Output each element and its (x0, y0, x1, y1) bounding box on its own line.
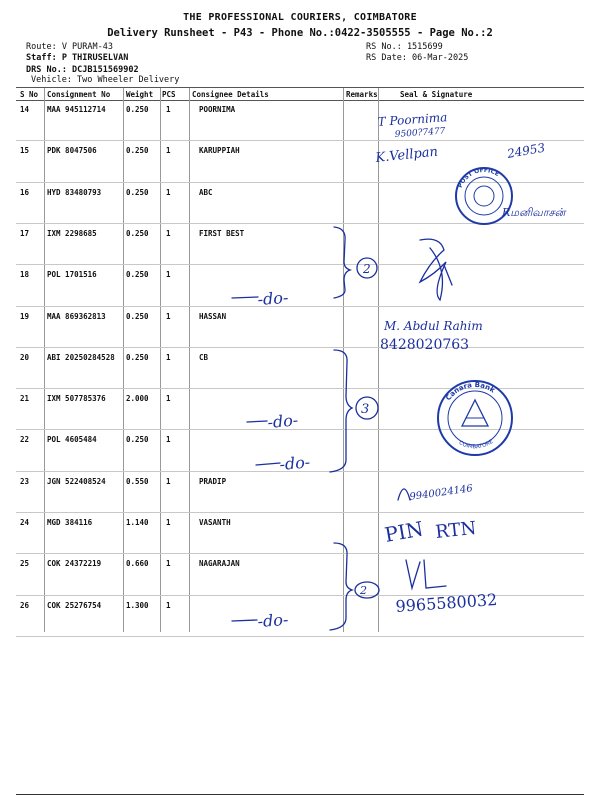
cell-consignee: HASSAN (199, 311, 227, 321)
cell-weight: 0.250 (126, 352, 149, 362)
cell-sno: 18 (20, 270, 30, 280)
hw-rtn: RTN (434, 517, 478, 543)
cell-consignment: ABI 20250284528 (47, 352, 115, 362)
cell-sno: 21 (20, 394, 30, 404)
cell-sno: 22 (20, 435, 30, 445)
rs-number: RS No.: 1515699 (366, 42, 443, 52)
cell-pcs: 1 (166, 600, 171, 610)
hw-pradip-number: 9940024146 (408, 483, 474, 503)
cell-sno: 23 (20, 476, 30, 486)
col-header-seal-signature: Seal & Signature (400, 90, 473, 99)
cell-weight: 1.300 (126, 600, 149, 610)
hw-count-3: 3 (361, 402, 370, 417)
canara-bank-stamp-text: Canara Bank (444, 380, 497, 403)
cell-consignment: POL 4605484 (47, 435, 97, 445)
cell-consignment: PDK 8047506 (47, 146, 97, 156)
route-label: Route: V PURAM-43 (26, 42, 113, 52)
cell-sno: 25 (20, 559, 30, 569)
hw-poornima-name: T Poornima (377, 110, 448, 129)
hw-pin: PIN (382, 516, 426, 547)
cell-weight: 0.550 (126, 476, 149, 486)
post-office-stamp-text: POST OFFICE (456, 166, 501, 189)
count-circle (355, 582, 379, 598)
col-header-remarks: Remarks (346, 90, 378, 99)
cell-pcs: 1 (166, 311, 171, 321)
cell-weight: 0.660 (126, 559, 149, 569)
cell-sno: 24 (20, 518, 30, 527)
cell-weight: 0.250 (126, 146, 149, 156)
hw-abc-signature: Rமனிவாசன் (502, 206, 566, 219)
hw-karuppiah-number: 24953 (506, 140, 547, 161)
cell-sno: 19 (20, 311, 30, 321)
hw-ditto-row26: -do- (256, 609, 289, 631)
staff-label: Staff: P THIRUSELVAN (26, 53, 129, 63)
cell-consignment: COK 25276754 (47, 600, 102, 610)
signature-scribble (406, 560, 420, 588)
cell-pcs: 1 (166, 435, 171, 445)
hw-cok-number: 9965580032 (394, 589, 498, 616)
hw-hassan-signature: M. Abdul Rahim (384, 319, 483, 333)
hw-ditto-row21: -do- (266, 410, 299, 432)
cell-weight: 0.250 (126, 105, 149, 114)
cell-pcs: 1 (166, 476, 171, 486)
cell-weight: 0.250 (126, 311, 149, 321)
hw-count-2b: 2 (360, 584, 367, 597)
vehicle-label: Vehicle: Two Wheeler Delivery (31, 75, 180, 85)
col-header-weight: Weight (126, 90, 154, 99)
cell-consignment: IXM 2298685 (47, 228, 97, 238)
hw-poornima-number: 9500?7477 (394, 126, 446, 140)
cell-consignment: HYD 83480793 (47, 187, 102, 197)
cell-pcs: 1 (166, 228, 171, 238)
cell-consignment: JGN 522408524 (47, 476, 106, 486)
cell-pcs: 1 (166, 146, 171, 156)
cell-weight: 0.250 (126, 435, 149, 445)
company-title: THE PROFESSIONAL COURIERS, COIMBATORE (183, 12, 417, 23)
cell-pcs: 1 (166, 105, 171, 114)
cell-pcs: 1 (166, 559, 171, 569)
cell-consignment: POL 1701516 (47, 270, 97, 280)
cell-consignment: COK 24372219 (47, 559, 102, 569)
cell-weight: 0.250 (126, 228, 149, 238)
cell-consignee: PRADIP (199, 476, 227, 486)
bracket-mark (330, 543, 352, 630)
hw-ditto-row18: -do- (256, 287, 289, 309)
bracket-mark (334, 227, 350, 298)
col-header-consignee: Consignee Details (192, 90, 269, 99)
cell-consignment: MAA 945112714 (47, 105, 106, 114)
hw-count-2a: 2 (363, 262, 371, 276)
cell-weight: 0.250 (126, 270, 149, 280)
cell-consignee: VASANTH (199, 518, 231, 527)
cell-consignee: POORNIMA (199, 105, 236, 114)
cell-consignment: IXM 507785376 (47, 394, 106, 404)
signature-scribble (420, 239, 446, 300)
hw-karuppiah-signature: K.Vellpan (374, 144, 439, 166)
cell-pcs: 1 (166, 352, 171, 362)
cell-sno: 15 (20, 146, 30, 156)
cell-consignee: NAGARAJAN (199, 559, 240, 569)
cell-consignee: KARUPPIAH (199, 146, 240, 156)
cell-pcs: 1 (166, 518, 171, 527)
cell-consignment: MGD 384116 (47, 518, 93, 527)
cell-consignee: CB (199, 352, 209, 362)
hw-ditto-row22: -do- (278, 452, 311, 474)
cell-consignee: FIRST BEST (199, 228, 245, 238)
col-header-consignment: Consignment No (47, 90, 111, 99)
runsheet-subtitle: Delivery Runsheet - P43 - Phone No.:0422-3505555 - Page No.:2 (107, 27, 493, 39)
rs-date: RS Date: 06-Mar-2025 (366, 53, 469, 63)
cell-pcs: 1 (166, 394, 171, 404)
cell-sno: 16 (20, 187, 30, 197)
cell-sno: 20 (20, 352, 30, 362)
cell-sno: 14 (20, 105, 30, 114)
canara-bank-stamp-city: COIMBATORE (457, 438, 495, 451)
cell-weight: 1.140 (126, 518, 149, 527)
cell-consignee: ABC (199, 187, 213, 197)
cell-sno: 17 (20, 228, 30, 238)
bracket-mark (330, 350, 352, 472)
cell-pcs: 1 (166, 187, 171, 197)
cell-pcs: 1 (166, 270, 171, 280)
col-header-pcs: PCS (162, 90, 176, 99)
col-header-sno: S No (20, 90, 39, 99)
cell-weight: 0.250 (126, 187, 149, 197)
cell-weight: 2.000 (126, 394, 149, 404)
cell-consignment: MAA 869362813 (47, 311, 106, 321)
cell-sno: 26 (20, 600, 30, 610)
hw-hassan-number: 8428020763 (380, 337, 470, 353)
drs-number: DRS No.: DCJB151569902 (26, 65, 139, 75)
footer-rule (16, 794, 584, 795)
